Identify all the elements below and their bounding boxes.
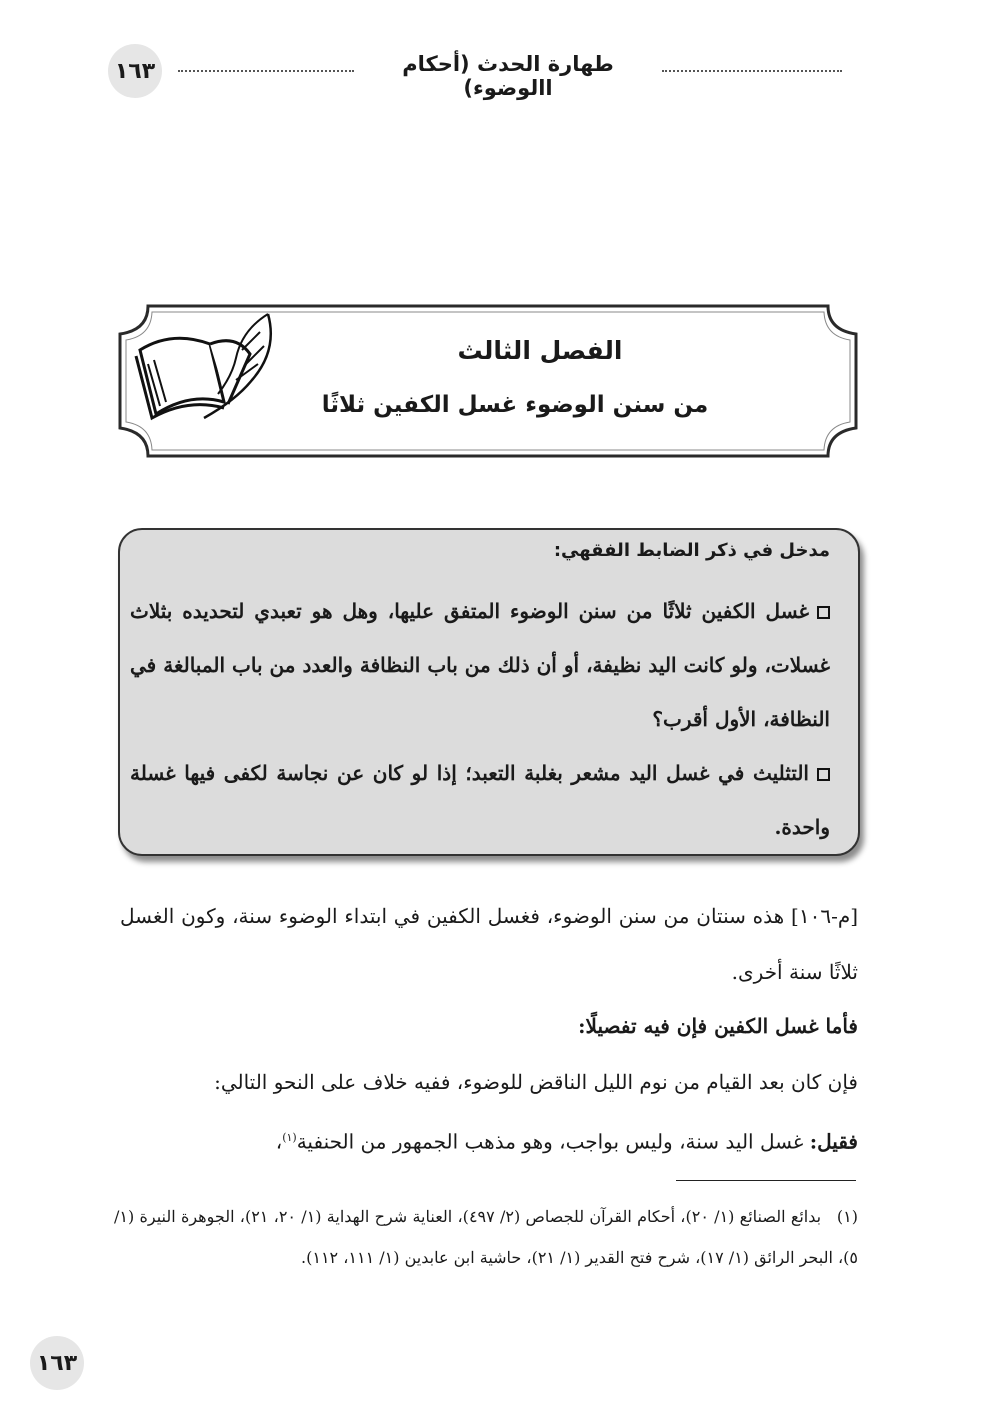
- header-page-number: ١٦٣: [108, 44, 162, 98]
- running-header-title: طهارة الحدث (أحكام االوضوء): [402, 52, 614, 100]
- body-paragraph-2: فإن كان بعد القيام من نوم الليل الناقض للوضوء، ففيه خلاف على النحو التالي:: [214, 1070, 858, 1094]
- intro-paragraph-1: [130, 584, 830, 746]
- footnote-number: (١): [836, 1207, 859, 1226]
- body-paragraph-1: [م-١٠٦] هذه سنتان من سنن الوضوء، فغسل الكفين في ابتداء الوضوء سنة، وكون الغسل ثلاثًا سنة أخرى.: [120, 904, 859, 984]
- intro-paragraph-1-text: غسل الكفين ثلاثًا من سنن الوضوء المتفق عليها، وهل هو تعبدي لتحديده بثلاث غسلات، ولو كانت اليد نظيفة، أو أن ذلك من باب النظافة والعدد من باب المبالغة في النظافة، الأول أقرب؟: [130, 599, 830, 731]
- chapter-subtitle: من سنن الوضوء غسل الكفين ثلاثًا: [321, 392, 709, 418]
- body-paragraph-3-text: غسل اليد سنة، وليس بواجب، وهو مذهب الجمهور من الحنفية: [296, 1129, 810, 1154]
- intro-paragraph-2-text: التثليث في غسل اليد مشعر بغلبة التعبد؛ إذا لو كان عن نجاسة لكفى فيها غسلة واحدة.: [130, 761, 830, 839]
- footnote: [114, 1196, 858, 1278]
- header-dotted-rule-left: [178, 70, 354, 72]
- intro-heading: مدخل في ذكر الضابط الفقهي:: [553, 540, 830, 561]
- body-paragraph-3: [120, 1110, 858, 1170]
- footnote-divider: [676, 1180, 856, 1181]
- body-paragraph-3-end: ،: [275, 1129, 283, 1154]
- checkbox-bullet-icon: [817, 606, 830, 619]
- body-paragraph-3-lead: فقيل:: [809, 1129, 858, 1154]
- footnote-text: بدائع الصنائع (١/ ٢٠)، أحكام القرآن للجصاص (٢/ ٤٩٧)، العناية شرح الهداية (١/ ٢٠، ٢١)، الجوهرة النيرة (١/ ٥)، البحر الرائق (١/ ١٧)، شرح فتح القدير (١/ ٢١)، حاشية ابن عابدين (١/ ١١١، ١١٢).: [114, 1207, 858, 1267]
- body-subheading: فأما غسل الكفين فإن فيه تفصيلًا:: [578, 1014, 858, 1038]
- chapter-title: الفصل الثالث: [457, 336, 623, 365]
- intro-paragraph-2: [130, 746, 830, 854]
- checkbox-bullet-icon: [817, 768, 830, 781]
- header-dotted-rule-right: [662, 70, 842, 72]
- footer-page-number: ١٦٣: [30, 1336, 84, 1390]
- footnote-reference[interactable]: (١): [282, 1131, 297, 1144]
